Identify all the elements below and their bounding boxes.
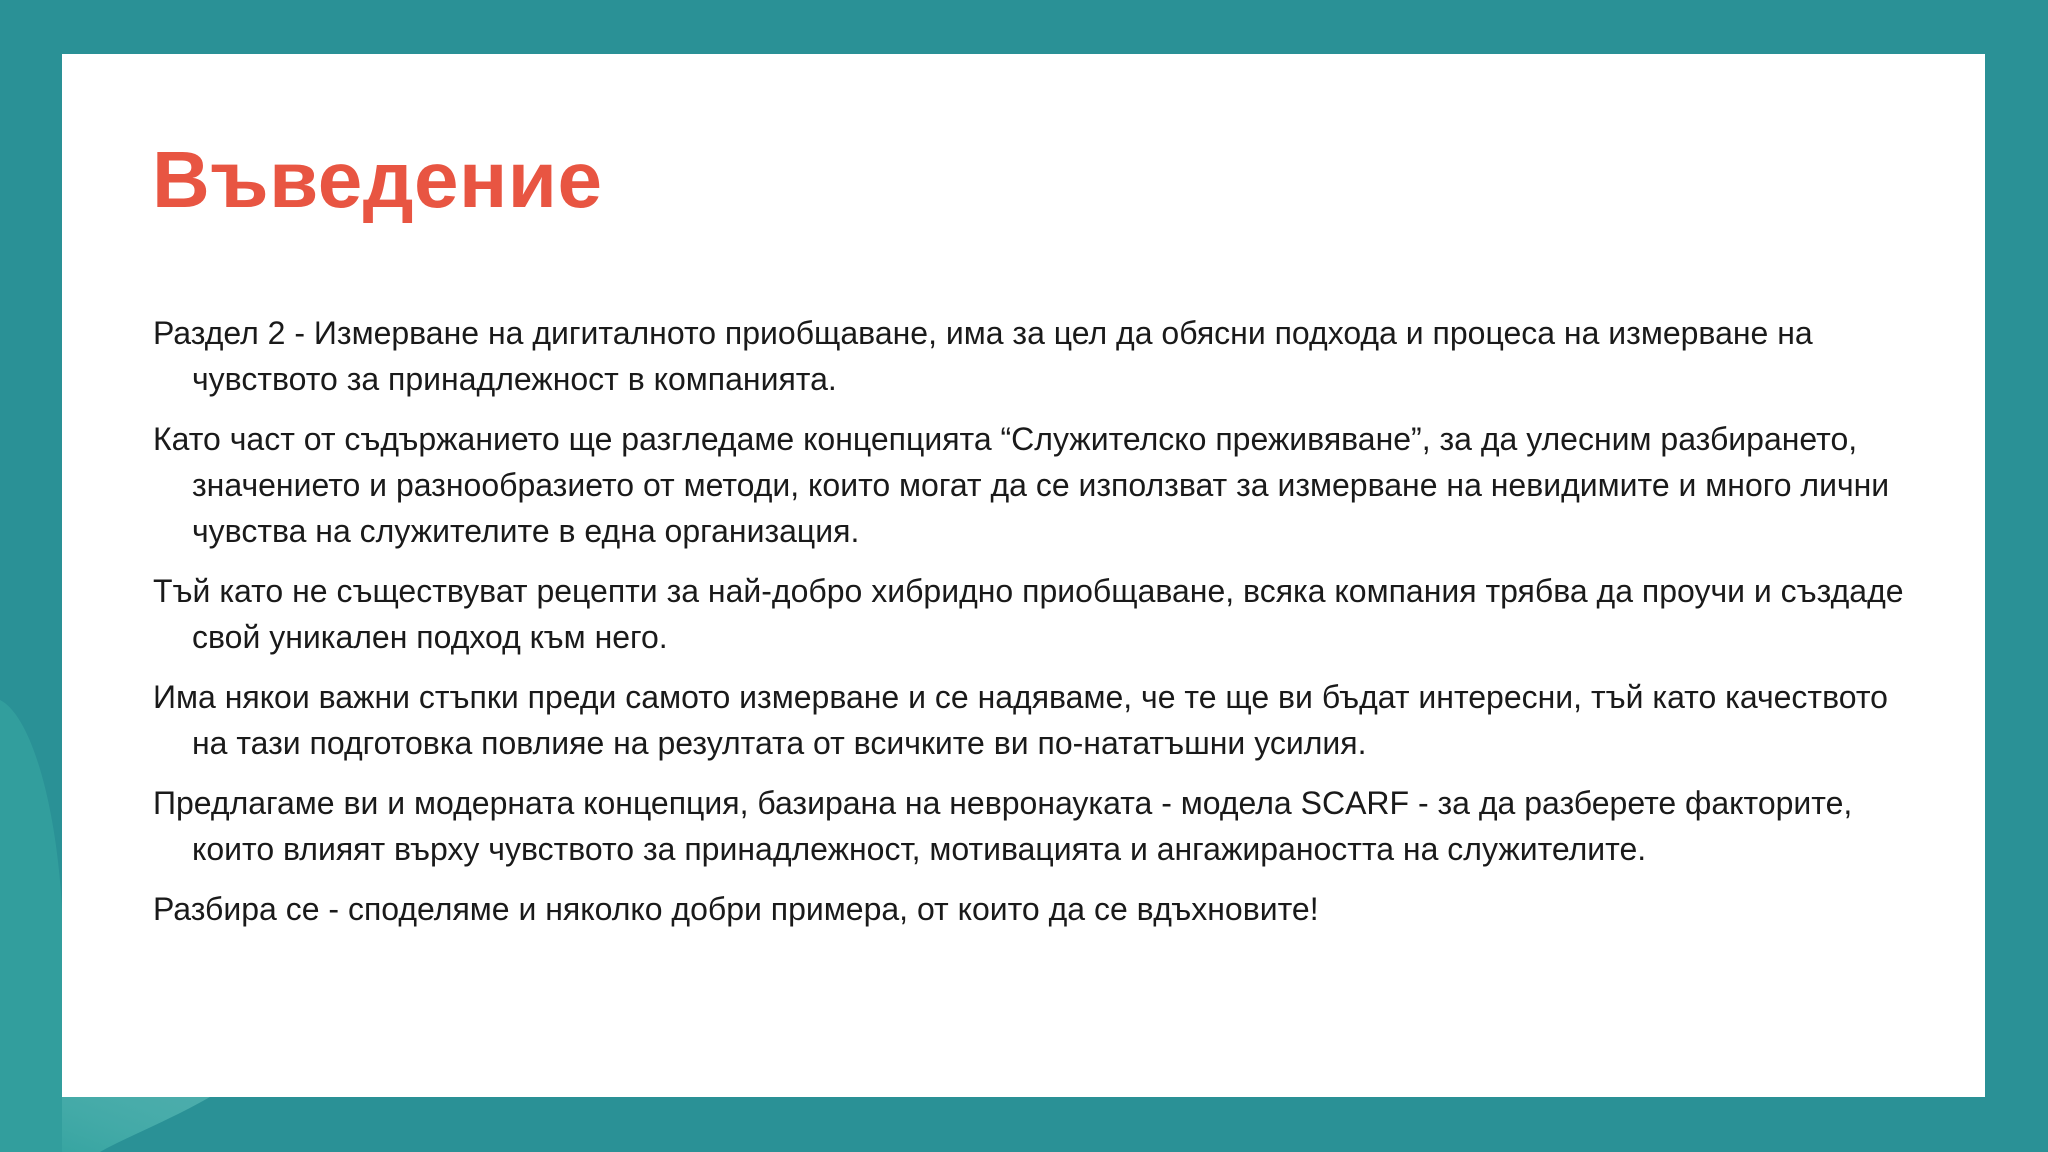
body-paragraph-3: Тъй като не съществуват рецепти за най-добро хибридно приобщаване, всяка компания трябва да проучи и създаде свой уникален подход към него. [153,573,1904,655]
body-paragraph-2: Като част от съдържанието ще разгледаме концепцията “Служителско преживяване”, за да улесним разбирането, значението и разнообразието от методи, които могат да се използват за измерване на невидимите и много лични чувства на служителите в една организация. [153,421,1890,549]
slide-title: Въведение [152,135,603,224]
body-paragraph-1: Раздел 2 - Измерване на дигиталното приобщаване, има за цел да обясни подхода и процеса на измерване на чувството за принадлежност в компанията. [153,315,1813,397]
body-paragraph-6: Разбира се - споделяме и няколко добри примера, от които да се вдъхновите! [153,891,1319,927]
body-paragraph-4: Има някои важни стъпки преди самото измерване и се надяваме, че те ще ви бъдат интересни, тъй като качеството на тази подготовка повлияе на резултата от всичките ви по-нататъшни усилия. [153,679,1888,761]
body-paragraph-5: Предлагаме ви и модерната концепция, базирана на невронауката - модела SCARF - за да разберете факторите, които влияят върху чувството за принадлежност, мотивацията и ангажираността на служителите. [153,785,1853,867]
slide-body [153,310,1913,946]
slide-canvas [62,54,1985,1097]
